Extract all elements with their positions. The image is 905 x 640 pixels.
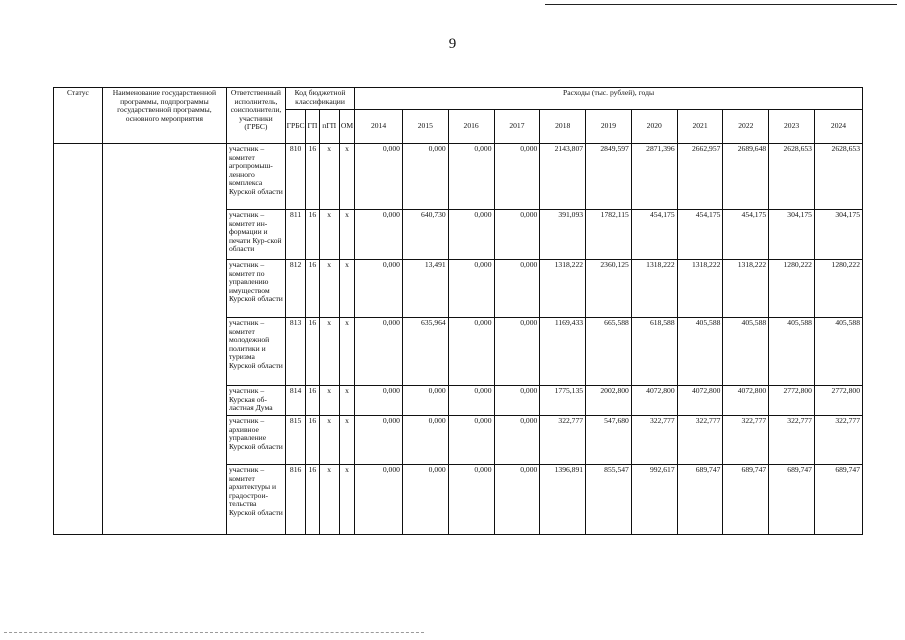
name-cell [102, 144, 226, 535]
code-cell: х [319, 465, 339, 535]
value-cell: 322,777 [769, 416, 815, 465]
value-cell: 2772,800 [769, 386, 815, 416]
code-cell: 813 [285, 318, 305, 386]
header-year: 2017 [494, 110, 540, 144]
header-year: 2019 [586, 110, 632, 144]
value-cell: 2628,653 [814, 144, 862, 210]
value-cell: 304,175 [769, 210, 815, 260]
value-cell: 0,000 [355, 260, 403, 318]
code-cell: 814 [285, 386, 305, 416]
code-cell: х [339, 260, 354, 318]
value-cell: 0,000 [402, 465, 448, 535]
table-row [54, 144, 863, 210]
value-cell: 640,730 [402, 210, 448, 260]
header-status: Статус [54, 88, 103, 144]
value-cell: 0,000 [355, 386, 403, 416]
code-cell: 16 [306, 210, 319, 260]
value-cell: 0,000 [402, 144, 448, 210]
value-cell: 1169,433 [540, 318, 586, 386]
code-cell: х [339, 144, 354, 210]
header-code-grbs: ГРБС [285, 110, 305, 144]
code-cell: 816 [285, 465, 305, 535]
executor-cell: участник – комитет архитектуры и градострои-тельства Курской области [226, 465, 285, 535]
header-expenses: Расходы (тыс. рублей), годы [355, 88, 863, 110]
value-cell: 0,000 [448, 210, 494, 260]
value-cell: 0,000 [355, 144, 403, 210]
value-cell: 855,547 [586, 465, 632, 535]
value-cell: 1318,222 [723, 260, 769, 318]
value-cell: 0,000 [494, 260, 540, 318]
value-cell: 665,588 [586, 318, 632, 386]
value-cell: 689,747 [677, 465, 723, 535]
value-cell: 405,588 [769, 318, 815, 386]
value-cell: 2360,125 [586, 260, 632, 318]
table-body [54, 144, 863, 535]
value-cell: 689,747 [814, 465, 862, 535]
value-cell: 618,588 [631, 318, 677, 386]
code-cell: 811 [285, 210, 305, 260]
value-cell: 0,000 [448, 386, 494, 416]
code-cell: х [339, 416, 354, 465]
executor-cell: участник – комитет ин-формации и печати Кур-ской области [226, 210, 285, 260]
value-cell: 0,000 [355, 318, 403, 386]
value-cell: 2002,800 [586, 386, 632, 416]
value-cell: 547,680 [586, 416, 632, 465]
value-cell: 454,175 [677, 210, 723, 260]
value-cell: 4072,800 [677, 386, 723, 416]
code-cell: 16 [306, 465, 319, 535]
value-cell: 0,000 [402, 386, 448, 416]
value-cell: 1782,115 [586, 210, 632, 260]
code-cell: 16 [306, 416, 319, 465]
value-cell: 0,000 [494, 386, 540, 416]
header-executor: Ответственный исполнитель, соисполнители, участники (ГРБС) [226, 88, 285, 144]
header-code-om: ОМ [339, 110, 354, 144]
executor-cell: участник – комитет по управлению имуществом Курской области [226, 260, 285, 318]
value-cell: 0,000 [448, 318, 494, 386]
budget-table [53, 87, 863, 535]
value-cell: 0,000 [494, 416, 540, 465]
value-cell: 405,588 [677, 318, 723, 386]
value-cell: 0,000 [494, 210, 540, 260]
header-year: 2014 [355, 110, 403, 144]
value-cell: 322,777 [677, 416, 723, 465]
value-cell: 689,747 [723, 465, 769, 535]
value-cell: 304,175 [814, 210, 862, 260]
code-cell: 16 [306, 260, 319, 318]
value-cell: 0,000 [355, 210, 403, 260]
value-cell: 1318,222 [540, 260, 586, 318]
executor-cell: участник – комитет молодежной политики и туризма Курской области [226, 318, 285, 386]
header-year: 2023 [769, 110, 815, 144]
value-cell: 405,588 [723, 318, 769, 386]
code-cell: х [339, 465, 354, 535]
value-cell: 454,175 [631, 210, 677, 260]
value-cell: 322,777 [631, 416, 677, 465]
value-cell: 4072,800 [631, 386, 677, 416]
value-cell: 635,964 [402, 318, 448, 386]
value-cell: 689,747 [769, 465, 815, 535]
value-cell: 322,777 [814, 416, 862, 465]
code-cell: х [319, 260, 339, 318]
header-year: 2016 [448, 110, 494, 144]
value-cell: 1318,222 [677, 260, 723, 318]
status-cell [54, 144, 103, 535]
executor-cell: участник – Курская об-ластная Дума [226, 386, 285, 416]
value-cell: 405,588 [814, 318, 862, 386]
header-year: 2021 [677, 110, 723, 144]
value-cell: 0,000 [494, 144, 540, 210]
value-cell: 2849,597 [586, 144, 632, 210]
code-cell: х [319, 386, 339, 416]
value-cell: 0,000 [448, 144, 494, 210]
code-cell: х [319, 318, 339, 386]
value-cell: 0,000 [494, 318, 540, 386]
value-cell: 454,175 [723, 210, 769, 260]
code-cell: х [339, 210, 354, 260]
code-cell: 16 [306, 318, 319, 386]
value-cell: 2689,648 [723, 144, 769, 210]
value-cell: 2628,653 [769, 144, 815, 210]
code-cell: 812 [285, 260, 305, 318]
value-cell: 2871,396 [631, 144, 677, 210]
header-year: 2022 [723, 110, 769, 144]
header-year: 2015 [402, 110, 448, 144]
code-cell: х [319, 144, 339, 210]
value-cell: 1318,222 [631, 260, 677, 318]
executor-cell: участник – архивное управление Курской области [226, 416, 285, 465]
header-rule [545, 4, 897, 5]
header-budget-code: Код бюджетной классификации [285, 88, 354, 110]
code-cell: 815 [285, 416, 305, 465]
code-cell: х [319, 210, 339, 260]
code-cell: 16 [306, 144, 319, 210]
code-cell: х [339, 318, 354, 386]
value-cell: 1396,891 [540, 465, 586, 535]
value-cell: 0,000 [355, 465, 403, 535]
value-cell: 322,777 [723, 416, 769, 465]
executor-cell: участник – комитет агропромыш-ленного комплекса Курской области [226, 144, 285, 210]
value-cell: 0,000 [448, 260, 494, 318]
value-cell: 1280,222 [814, 260, 862, 318]
value-cell: 1280,222 [769, 260, 815, 318]
value-cell: 992,617 [631, 465, 677, 535]
value-cell: 0,000 [355, 416, 403, 465]
header-year: 2018 [540, 110, 586, 144]
value-cell: 2662,957 [677, 144, 723, 210]
header-code-gp: ГП [306, 110, 319, 144]
page-number: 9 [448, 36, 457, 52]
value-cell: 322,777 [540, 416, 586, 465]
value-cell: 0,000 [448, 465, 494, 535]
header-name: Наименование государственной программы, подпрограммы государственной программы, основного мероприятия [102, 88, 226, 144]
value-cell: 0,000 [402, 416, 448, 465]
header-year: 2020 [631, 110, 677, 144]
header-code-pgp: пГП [319, 110, 339, 144]
value-cell: 13,491 [402, 260, 448, 318]
table-header [54, 88, 863, 144]
value-cell: 0,000 [494, 465, 540, 535]
value-cell: 0,000 [448, 416, 494, 465]
code-cell: х [339, 386, 354, 416]
value-cell: 391,093 [540, 210, 586, 260]
scan-artifact-line [4, 632, 424, 633]
value-cell: 1775,135 [540, 386, 586, 416]
code-cell: 16 [306, 386, 319, 416]
value-cell: 2143,807 [540, 144, 586, 210]
code-cell: 810 [285, 144, 305, 210]
code-cell: х [319, 416, 339, 465]
value-cell: 4072,800 [723, 386, 769, 416]
value-cell: 2772,800 [814, 386, 862, 416]
header-year: 2024 [814, 110, 862, 144]
